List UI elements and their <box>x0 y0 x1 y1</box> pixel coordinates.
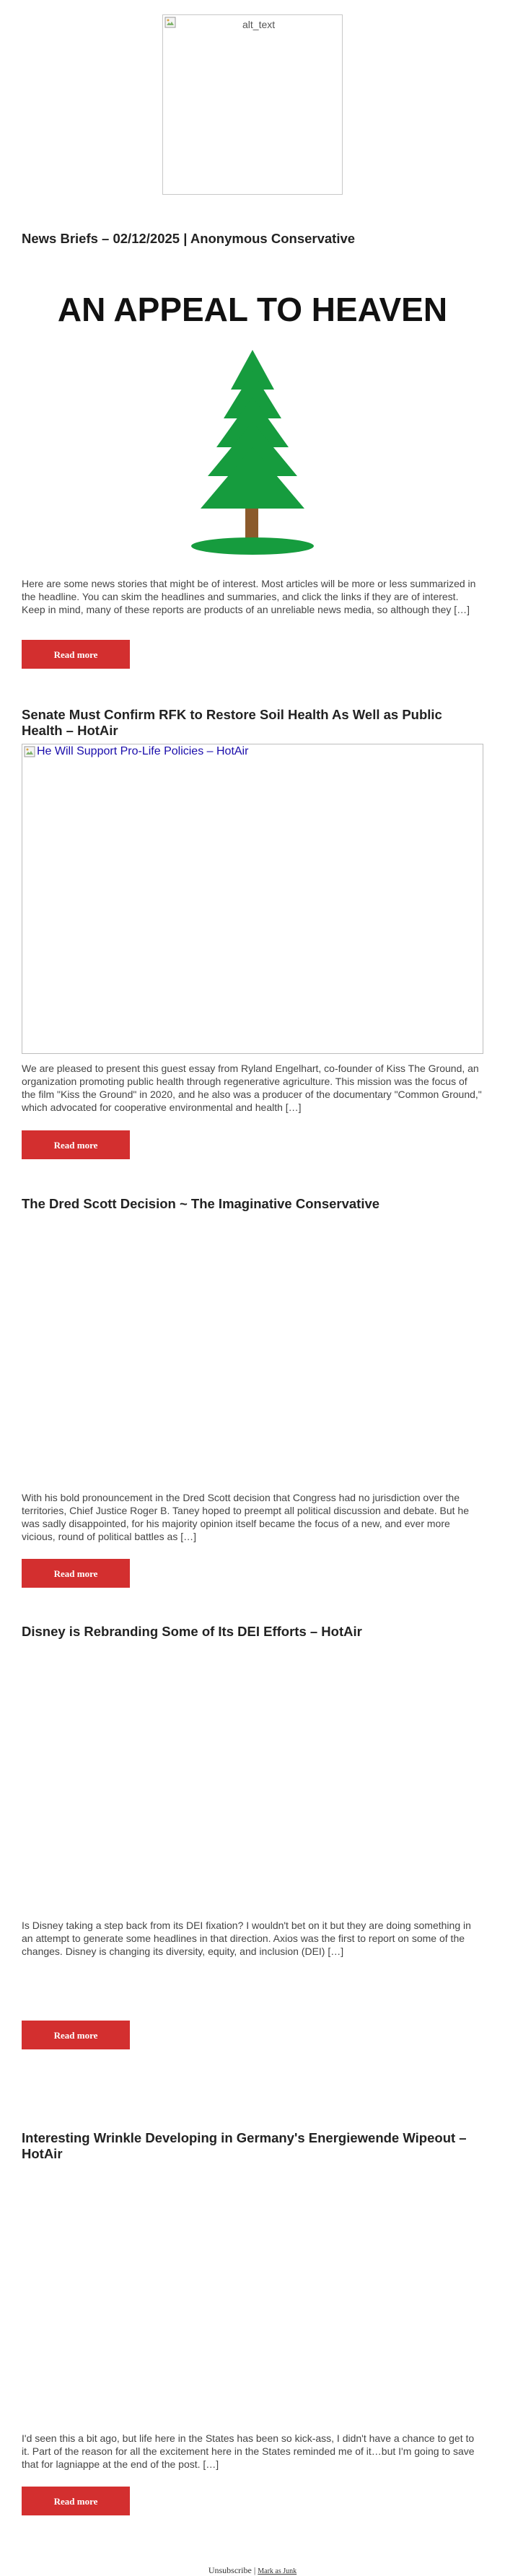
image-alt-text: He Will Support Pro-Life Policies – HotAir <box>37 745 249 757</box>
article-excerpt: Here are some news stories that might be of interest. Most articles will be more or less summarized in the headline. You can skim the headlines and summaries, and click the links if they are of interest. Keep in mind, many of these reports are products of an unreliable news media, so although they […] <box>22 578 476 615</box>
read-more-button[interactable]: Read more <box>22 2021 130 2049</box>
image-caption-text: AN APPEAL TO HEAVEN <box>57 291 448 328</box>
article-image[interactable] <box>22 744 483 1054</box>
read-more-button[interactable]: Read more <box>22 2487 130 2515</box>
article-title-link[interactable]: Senate Must Confirm RFK to Restore Soil Health As Well as Public Health – HotAir <box>22 707 442 738</box>
logo-alt-text: alt_text <box>242 19 276 30</box>
article-card-1 <box>22 231 483 660</box>
article-card-3 <box>22 1196 483 1579</box>
article-card-5 <box>22 2130 483 2507</box>
read-more-button[interactable]: Read more <box>22 1130 130 1159</box>
article-excerpt: Is Disney taking a step back from its DEI fixation? I wouldn't bet on it but they are doing something in an attempt to generate some headlines in that direction. Axios was the first to report on some of the changes. Disney is changing its diversity, equity, and inclusion (DEI) […] <box>22 1920 471 1957</box>
article-excerpt: With his bold pronouncement in the Dred Scott decision that Congress had no jurisdiction over the territories, Chief Justice Roger B. Taney hoped to preempt all political discussion and debate. But he was sadly disappointed, for his majority opinion itself became the focus of a new, and ever more vicious, round of political battles as […] <box>22 1492 469 1542</box>
appeal-to-heaven-image[interactable] <box>22 263 483 573</box>
article-card-2 <box>22 707 483 1151</box>
mark-as-junk-link[interactable]: Mark as Junk <box>258 2567 297 2575</box>
article-title-link[interactable]: Interesting Wrinkle Developing in Germany's Energiewende Wipeout – HotAir <box>22 2130 467 2161</box>
article-excerpt: We are pleased to present this guest essay from Ryland Engelhart, co-founder of Kiss The Ground, an organization promoting public health through regenerative agriculture. This mission was the focus of the film "Kiss the Ground" in 2020, and he also was a producer of the documentary "Common Ground," which advocated for cooperative environmental and health […] <box>22 1063 482 1113</box>
article-title-link[interactable]: News Briefs – 02/12/2025 | Anonymous Conservative <box>22 231 356 246</box>
header-logo-image <box>162 14 343 195</box>
article-image-placeholder[interactable] <box>22 1225 483 1521</box>
read-more-button[interactable]: Read more <box>22 1559 130 1588</box>
article-title-link[interactable]: Disney is Rebranding Some of Its DEI Efforts – HotAir <box>22 1624 362 1639</box>
article-image-placeholder[interactable] <box>22 1653 483 1948</box>
article-title-link[interactable]: The Dred Scott Decision ~ The Imaginative Conservative <box>22 1196 380 1211</box>
unsubscribe-text[interactable]: Unsubscribe <box>208 2565 252 2575</box>
footer-separator: | <box>253 2565 256 2575</box>
pine-tree-icon <box>191 350 314 555</box>
footer <box>0 2565 505 2576</box>
broken-image-icon <box>24 746 35 757</box>
article-card-4 <box>22 1624 483 2041</box>
broken-image-icon <box>164 17 176 28</box>
article-image-placeholder[interactable] <box>22 2166 483 2383</box>
article-excerpt: I'd seen this a bit ago, but life here in the States has been so kick-ass, I didn't have a chance to get to it. Part of the reason for all the excitement here in the States reminded me of it…but I'm going to save that for lagniappe at the end of the post. […] <box>22 2432 475 2470</box>
read-more-button[interactable]: Read more <box>22 640 130 669</box>
